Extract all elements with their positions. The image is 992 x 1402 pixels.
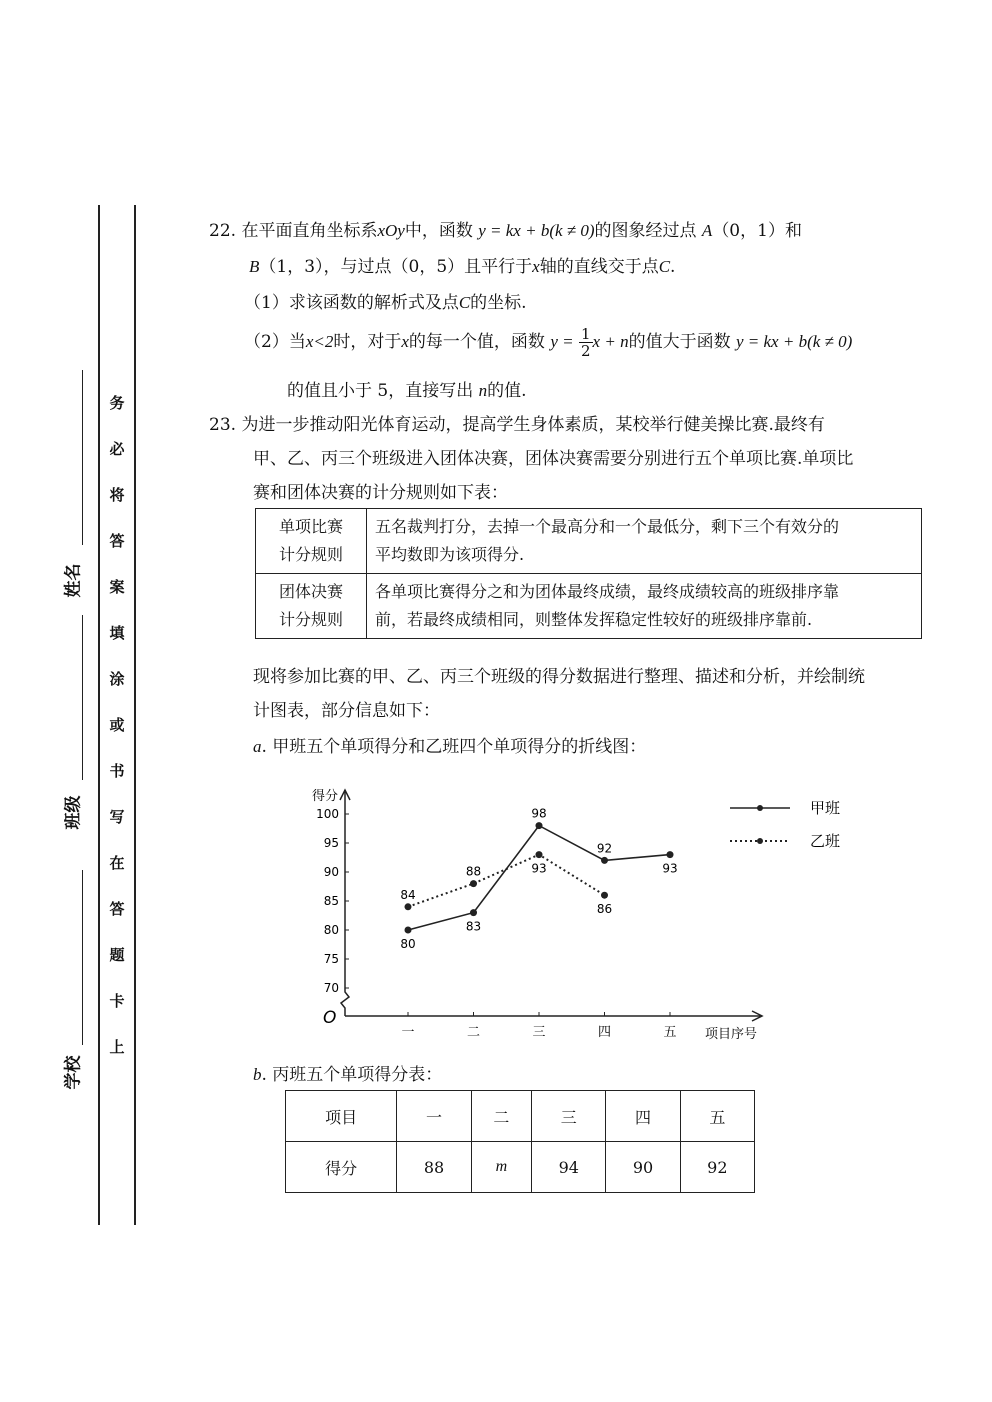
q23-a-caption (253, 732, 646, 757)
caption-text: . 甲班五个单项得分和乙班四个单项得分的折线图： (261, 737, 647, 757)
table-row (256, 509, 922, 574)
q22-x: x (532, 257, 540, 276)
x-tick-label: 二 (466, 1025, 481, 1040)
scoring-rules-table (255, 508, 922, 639)
header-cell: 二 (471, 1091, 531, 1142)
q22-number: 22. (209, 221, 237, 241)
y-tick-label: 95 (323, 836, 339, 850)
q22-function: y = kx + b(k ≠ 0) (735, 332, 853, 351)
notice-char: 或 (109, 716, 125, 734)
header-cell: 三 (532, 1091, 606, 1142)
q22-text: 的值大于函数 (628, 332, 731, 352)
data-point (405, 903, 412, 910)
q22-text: 轴的直线交于点 (539, 257, 659, 277)
notice-char: 题 (109, 946, 125, 964)
q22-text: 的每一个值，函数 (408, 332, 545, 352)
data-point (405, 927, 412, 934)
q22-function-rest: x + n (592, 332, 629, 351)
class-label: 班级 (63, 795, 84, 830)
q22-y: y = (550, 332, 574, 351)
data-label: 84 (400, 887, 416, 902)
series-line-2 (408, 855, 605, 907)
rule-key (256, 574, 367, 639)
q23-intro-text: 为进一步推动阳光体育运动，提高学生身体素质，某校举行健美操比赛.最终有 (241, 415, 825, 435)
q22-x: x (401, 332, 409, 351)
data-label: 80 (400, 937, 416, 951)
notice-char: 必 (109, 440, 125, 458)
row-label-cell: 得分 (286, 1142, 397, 1193)
q22-text: 的坐标. (470, 293, 527, 313)
q23-line3: 赛和团体决赛的计分规则如下表： (253, 483, 508, 503)
data-point (470, 909, 477, 916)
notice-char: 涂 (109, 670, 125, 688)
q23-line2: 甲、乙、丙三个班级进入团体决赛，团体决赛需要分别进行五个单项比赛.单项比 (253, 449, 854, 469)
y-tick-label: 100 (316, 807, 339, 821)
legend-marker (757, 805, 763, 811)
school-label: 学校 (63, 1055, 84, 1090)
school-blank[interactable] (82, 870, 83, 1045)
margin-line-inner (134, 205, 136, 1225)
notice-char: 答 (109, 900, 125, 918)
q22-line2 (249, 252, 675, 277)
rule-key-line: 团体决赛 (278, 582, 343, 601)
y-tick-label: 80 (323, 923, 339, 937)
name-label: 姓名 (63, 563, 84, 598)
x-tick-label: 五 (663, 1025, 677, 1040)
frac-numerator: 1 (581, 325, 591, 343)
rule-key (256, 509, 367, 574)
point-a-coord: （0，1）和 (712, 221, 802, 241)
caption-text: . 丙班五个单项得分表： (261, 1065, 443, 1085)
notice-char: 卡 (109, 992, 125, 1010)
data-label: 88 (465, 864, 482, 879)
class-c-score-table (285, 1090, 755, 1193)
y-tick-label: 90 (323, 865, 339, 879)
notice-char: 写 (109, 808, 125, 826)
notice-char: 上 (109, 1038, 125, 1056)
rule-text (367, 509, 922, 574)
series-line-1 (408, 826, 670, 930)
q22-function: y = kx + b(k ≠ 0) (478, 221, 595, 240)
legend-label: 甲班 (810, 799, 841, 817)
y-tick-label: 75 (323, 952, 339, 966)
score-cell: 90 (606, 1142, 680, 1193)
q22-text: 的值. (487, 381, 527, 401)
notice-char: 将 (109, 486, 125, 504)
q22-line1 (209, 216, 802, 241)
margin-line-outer (98, 205, 100, 1225)
data-point (601, 857, 608, 864)
q22-part1 (244, 288, 527, 313)
rule-text-line: 前，若最终成绩相同，则整体发挥稳定性较好的班级排序靠前. (375, 610, 813, 629)
rule-key-line: 计分规则 (278, 610, 343, 629)
table-row (286, 1091, 755, 1142)
q22-text: 在平面直角坐标系 (241, 221, 378, 241)
q22-part1-text: （1）求该函数的解析式及点 (244, 293, 459, 313)
q22-condition: x<2 (305, 332, 334, 351)
score-cell: 88 (397, 1142, 471, 1193)
x-tick-label: 三 (532, 1025, 546, 1040)
notice-char: 务 (109, 394, 125, 412)
score-cell: 94 (532, 1142, 606, 1193)
notice-char: 在 (109, 854, 125, 872)
data-point (601, 892, 608, 899)
q22-n: n (478, 381, 488, 400)
y-tick-label: 70 (323, 981, 339, 995)
header-cell: 四 (606, 1091, 680, 1142)
score-cell: 92 (680, 1142, 754, 1193)
q22-text: 中，函数 (404, 221, 473, 241)
rule-text (367, 574, 922, 639)
q23-b-caption (253, 1060, 442, 1085)
q22-text: （1，3），与过点（0，5）且平行于 (259, 257, 533, 277)
q22-text: . (670, 257, 676, 277)
q22-text: 时，对于 (333, 332, 402, 352)
q22-part2-line1 (244, 326, 852, 359)
data-point (536, 822, 543, 829)
header-cell: 一 (397, 1091, 471, 1142)
class-blank[interactable] (82, 615, 83, 780)
line-chart (300, 778, 841, 1058)
x-tick-label: 一 (401, 1025, 415, 1040)
point-b: B (249, 257, 260, 276)
y-tick-label: 85 (323, 894, 339, 908)
rule-key-line: 单项比赛 (278, 517, 343, 536)
q22-text: （2）当 (244, 332, 306, 352)
caption-letter: b (253, 1065, 262, 1084)
y-axis (341, 790, 349, 1016)
q22-part2-line2 (287, 376, 527, 401)
fraction-one-half (579, 326, 593, 359)
header-cell: 五 (680, 1091, 754, 1142)
data-label: 92 (596, 841, 613, 856)
notice-char: 答 (109, 532, 125, 550)
answer-notice (107, 392, 127, 1082)
name-blank[interactable] (82, 370, 83, 545)
point-c: C (658, 257, 671, 276)
y-axis-label: 得分 (312, 789, 339, 804)
q23-number: 23. (209, 415, 237, 435)
score-cell: m (471, 1142, 531, 1193)
data-label: 83 (465, 919, 482, 934)
data-point (536, 851, 543, 858)
caption-letter: a (253, 737, 262, 756)
legend-label: 乙班 (810, 832, 841, 850)
q23-line1 (209, 410, 825, 435)
notice-char: 填 (109, 624, 125, 642)
q23-after2: 计图表，部分信息如下： (253, 701, 440, 721)
q22-text: 的值且小于 5，直接写出 (287, 381, 474, 401)
table-row (256, 574, 922, 639)
point-c: C (458, 293, 471, 312)
x-tick-label: 四 (597, 1025, 612, 1040)
data-point (667, 851, 674, 858)
rule-key-line: 计分规则 (278, 545, 343, 564)
rule-text-line: 平均数即为该项得分. (375, 545, 525, 564)
x-axis-label: 项目序号 (705, 1027, 758, 1042)
data-point (470, 880, 477, 887)
data-label: 93 (662, 861, 678, 876)
notice-char: 书 (109, 762, 125, 780)
q23-after1: 现将参加比赛的甲、乙、丙三个班级的得分数据进行整理、描述和分析，并绘制统 (253, 667, 865, 687)
data-label: 98 (531, 806, 547, 821)
data-label: 93 (531, 861, 547, 876)
header-cell: 项目 (286, 1091, 397, 1142)
q22-symbol: xOy (377, 221, 405, 240)
table-row (286, 1142, 755, 1193)
notice-char: 案 (109, 578, 125, 596)
q22-text: 的图象经过点 (594, 221, 697, 241)
legend-marker (757, 838, 763, 844)
rule-text-line: 五名裁判打分，去掉一个最高分和一个最低分，剩下三个有效分的 (375, 517, 840, 536)
frac-denominator: 2 (581, 342, 591, 360)
data-label: 86 (596, 902, 613, 917)
rule-text-line: 各单项比赛得分之和为团体最终成绩，最终成绩较高的班级排序靠 (375, 582, 840, 601)
origin-label: O (323, 1008, 337, 1028)
point-a: A (701, 221, 713, 240)
